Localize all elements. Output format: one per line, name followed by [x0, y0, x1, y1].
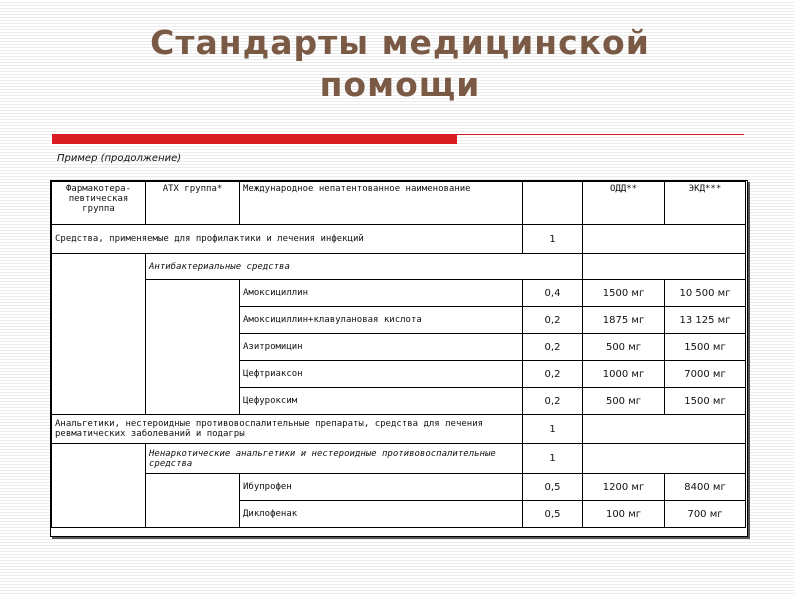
drug-frequency: 0,4 [523, 280, 583, 307]
section-nonnarcotic-value: 1 [523, 444, 583, 474]
header-atc: АТХ группа* [146, 182, 240, 225]
header-group: Фармакотера-певтическая группа [52, 182, 146, 225]
drug-name: Цефуроксим [240, 388, 523, 415]
drug-name: Амоксициллин [240, 280, 523, 307]
drug-frequency: 0,5 [523, 474, 583, 501]
section-infections-label: Средства, применяемые для профилактики и лечения инфекций [52, 225, 523, 254]
title-rule-thick [52, 135, 457, 144]
drug-frequency: 0,2 [523, 361, 583, 388]
drug-name: Ибупрофен [240, 474, 523, 501]
section-row-nonnarcotic [52, 444, 746, 474]
header-ekd: ЭКД*** [665, 182, 746, 225]
standards-table-frame [50, 180, 748, 537]
section-analgesics-empty [583, 415, 746, 444]
drug-ekd: 7000 мг [665, 361, 746, 388]
drug-name: Амоксициллин+клавулановая кислота [240, 307, 523, 334]
title-line-2: помощи [319, 65, 481, 104]
header-row [52, 182, 746, 225]
drug-frequency: 0,2 [523, 307, 583, 334]
section-antibacterial-label: Антибактериальные средства [146, 254, 583, 280]
drug-ekd: 10 500 мг [665, 280, 746, 307]
group-cell-empty-2 [52, 444, 146, 528]
table-row [52, 280, 746, 307]
drug-odd: 500 мг [583, 388, 665, 415]
section-row-analgesics [52, 415, 746, 444]
section-analgesics-value: 1 [523, 415, 583, 444]
drug-ekd: 1500 мг [665, 334, 746, 361]
drug-ekd: 700 мг [665, 501, 746, 528]
section-row-infections [52, 225, 746, 254]
drug-ekd: 13 125 мг [665, 307, 746, 334]
drug-odd: 1875 мг [583, 307, 665, 334]
drug-name: Цефтриаксон [240, 361, 523, 388]
drug-name: Азитромицин [240, 334, 523, 361]
drug-odd: 1200 мг [583, 474, 665, 501]
group-cell-empty-1 [52, 254, 146, 415]
drug-odd: 100 мг [583, 501, 665, 528]
header-inn: Международное непатентованное наименование [240, 182, 523, 225]
drug-name: Диклофенак [240, 501, 523, 528]
subtitle: Пример (продолжение) [57, 153, 182, 164]
atc-cell-empty-2 [146, 474, 240, 528]
drug-odd: 1500 мг [583, 280, 665, 307]
drug-ekd: 1500 мг [665, 388, 746, 415]
standards-table [51, 181, 746, 528]
atc-cell-empty-1 [146, 280, 240, 415]
drug-odd: 500 мг [583, 334, 665, 361]
section-infections-value: 1 [523, 225, 583, 254]
table-row [52, 474, 746, 501]
drug-odd: 1000 мг [583, 361, 665, 388]
section-nonnarcotic-label: Ненаркотические анальгетики и нестероидные противовоспалительные средства [146, 444, 523, 474]
title-line-1: Стандарты медицинской [150, 23, 650, 62]
drug-frequency: 0,2 [523, 334, 583, 361]
drug-ekd: 8400 мг [665, 474, 746, 501]
section-nonnarcotic-empty [583, 444, 746, 474]
header-blank [523, 182, 583, 225]
section-row-antibacterial [52, 254, 746, 280]
drug-frequency: 0,2 [523, 388, 583, 415]
section-analgesics-label: Анальгетики, нестероидные противовоспалительные препараты, средства для лечения ревматических заболеваний и подагры [52, 415, 523, 444]
section-infections-empty [583, 225, 746, 254]
header-odd: ОДД** [583, 182, 665, 225]
section-antibacterial-empty [583, 254, 746, 280]
drug-frequency: 0,5 [523, 501, 583, 528]
page-title [60, 22, 740, 106]
